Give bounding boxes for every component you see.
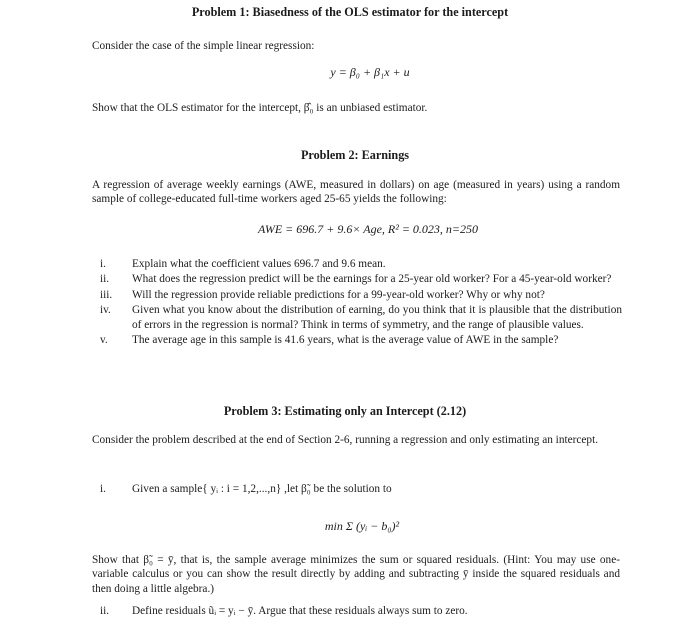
list-item: iv. Given what you know about the distribution of earning, do you think that it is plausible that the distribution of errors in the regression is normal? Think in terms of symmetry, and the range of plausible values. (100, 304, 622, 331)
problem2-equation: AWE = 696.7 + 9.6× Age, R² = 0.023, n=250 (257, 222, 479, 236)
problem1-equation: y = β₀ + β₁x + u (330, 65, 410, 79)
problem3-intro: Consider the problem described at the end of Section 2-6, running a regression and only estimating an intercept. (92, 434, 599, 446)
list-item: iii. Will the regression provide reliable predictions for a 99-year-old worker? Why or why not? (100, 288, 545, 301)
problem3-item-i: i. Given a sample{ yᵢ : i = 1,2,...,n} ,let β̃₀ be the solution to (100, 483, 392, 495)
problem3-title: Problem 3: Estimating only an Intercept (2.12) (223, 404, 467, 418)
problem2-list (92, 257, 622, 349)
problem1-title: Problem 1: Biasedness of the OLS estimator for the intercept (191, 5, 509, 19)
list-item: ii. What does the regression predict will be the earnings for a 25-year old worker? For a 45-year-old worker? (100, 273, 612, 286)
problem3-item-ii: ii. Define residuals ũᵢ = yᵢ − ȳ. Argue that these residuals always sum to zero. (100, 605, 468, 617)
problem1-intro: Consider the case of the simple linear regression: (92, 40, 315, 52)
list-item: i. Explain what the coefficient values 696.7 and 9.6 mean. (100, 258, 386, 270)
list-item: v. The average age in this sample is 41.6 years, what is the average value of AWE in the sample? (100, 334, 559, 347)
problem3-show: Show that β̃₀ = ȳ, that is, the sample average minimizes the sum or squared residuals. (Hint: You may use one-variable calculus or you can show the result directly by adding and subtracting ȳ inside the squared residuals and then doing a little algebra.) (92, 554, 620, 595)
problem2-title: Problem 2: Earnings (300, 148, 410, 162)
problem1-show: Show that the OLS estimator for the intercept, β̂₀ is an unbiased estimator. (92, 102, 428, 114)
problem2-intro: A regression of average weekly earnings (AWE, measured in dollars) on age (measured in years) using a random sample of college-educated full-time workers aged 25-65 yields the following: (92, 179, 620, 206)
minimization-formula: min Σ (yᵢ − b₀)² (324, 519, 400, 533)
